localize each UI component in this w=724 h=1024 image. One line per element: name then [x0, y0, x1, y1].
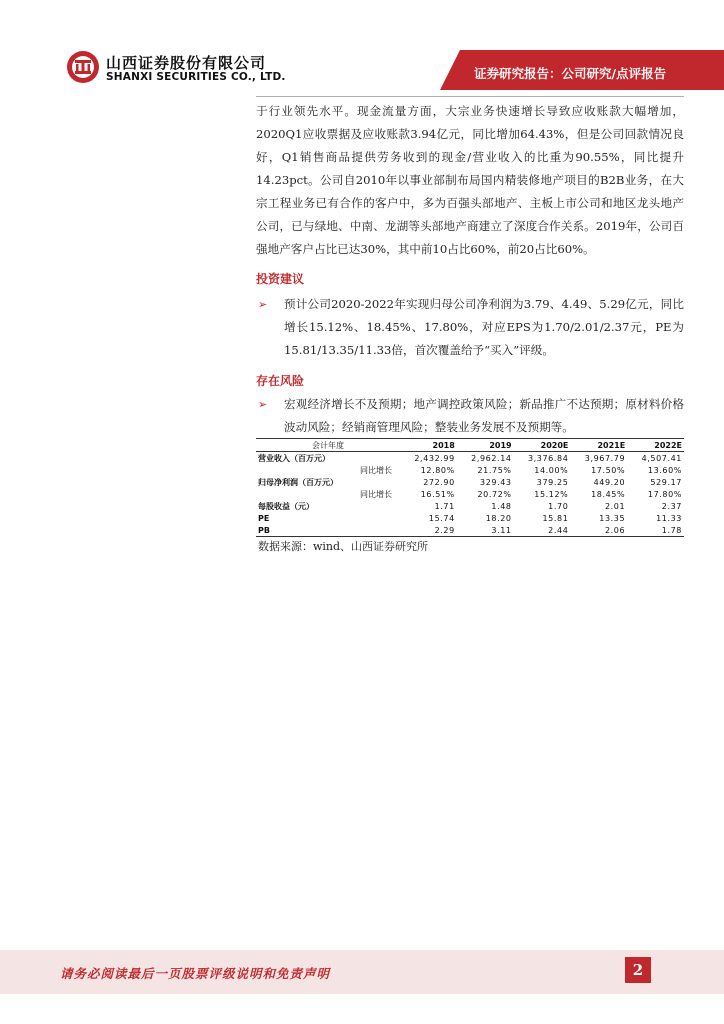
header-divider — [256, 96, 684, 97]
table-cell: 1.78 — [627, 524, 684, 537]
report-type: 证券研究报告：公司研究/点评报告 — [474, 66, 667, 81]
table-cell: 14.00% — [534, 465, 569, 475]
table-cell: 1.71 — [434, 501, 455, 511]
table-row — [256, 464, 684, 476]
row-label: PE — [258, 513, 270, 523]
risk-text: 宏观经济增长不及预期；地产调控政策风险；新品推广不达预期；原材料价格波动风险；经销商管理风险；整装业务发展不及预期等。 — [284, 397, 684, 434]
table-cell: 20.72% — [477, 489, 512, 499]
table-header-year: 2019 — [457, 439, 514, 452]
table-cell: 15.74 — [428, 513, 455, 523]
table-cell: 449.20 — [593, 477, 626, 487]
table-row — [256, 500, 684, 512]
invest-heading: 投资建议 — [256, 272, 305, 286]
table-cell: 21.75% — [477, 465, 512, 475]
table-cell: 16.51% — [420, 489, 455, 499]
table-header-year: 2018 — [400, 439, 457, 452]
table-cell: 13.60% — [647, 465, 682, 475]
company-name-cn: 山西证券股份有限公司 — [106, 54, 267, 72]
table-cell: 3,967.79 — [584, 453, 626, 463]
invest-bullet — [256, 293, 684, 362]
table-cell: 2,432.99 — [414, 453, 455, 463]
invest-text: 预计公司2020-2022年实现归母公司净利润为3.79、4.49、5.29亿元，同比增长15.12%、18.45%、17.80%，对应EPS为1.70/2.01/2.37元，PE为15.81/13.35/11.33倍，首次覆盖给予“买入”评级。 — [284, 297, 684, 357]
table-cell: 2.01 — [604, 501, 626, 511]
row-label: 每股收益（元） — [258, 501, 314, 511]
table-cell: 329.43 — [480, 477, 512, 487]
table-row — [256, 524, 684, 537]
table-cell: 11.33 — [656, 513, 682, 523]
table-cell: 379.25 — [536, 477, 569, 487]
table-cell: 4,507.41 — [641, 453, 682, 463]
table-cell: 529.17 — [650, 477, 682, 487]
company-logo-icon — [66, 50, 100, 84]
table-cell: 18.45% — [591, 489, 626, 499]
risk-heading: 存在风险 — [256, 374, 305, 388]
table-header-year: 2021E — [570, 439, 627, 452]
table-cell: 3.11 — [457, 524, 514, 537]
table-row — [256, 476, 684, 488]
main-content — [256, 100, 684, 439]
table-header-label: 会计年度 — [256, 439, 400, 452]
row-label: 营业收入（百万元） — [258, 453, 330, 463]
table-row — [256, 512, 684, 524]
table-cell: 1.70 — [548, 501, 569, 511]
table-cell: 15.12% — [534, 489, 569, 499]
page-number: 2 — [625, 957, 651, 983]
table-cell: 17.50% — [591, 465, 626, 475]
table-cell: 2.06 — [570, 524, 627, 537]
page-header — [0, 0, 724, 100]
disclaimer-text: 请务必阅读最后一页股票评级说明和免责声明 — [60, 966, 331, 981]
company-name-en: SHANXI SECURITIES CO., LTD. — [106, 71, 286, 83]
table-cell: 18.20 — [485, 513, 512, 523]
table-cell: 2.29 — [400, 524, 457, 537]
intro-paragraph: 于行业领先水平。现金流量方面，大宗业务快速增长导致应收账款大幅增加，2020Q1应收票据及应收账款3.94亿元，同比增加64.43%，但是公司回款情况良好，Q1销售商品提供劳务收到的现金/营业收入的比重为90.55%，同比提升14.23pct。公司自2010年以事业部制布局国内精装修地产项目的B2B业务，在大宗工程业务已有合作的客户中，多为百强头部地产、主板上市公司和地区龙头地产公司，已与绿地、中南、龙湖等头部地产商建立了深度合作关系。2019年，公司百强地产客户占比已达30%，其中前10占比60%，前20占比60%。 — [256, 104, 684, 256]
table-cell: 17.80% — [647, 489, 682, 499]
table-cell: 13.35 — [599, 513, 626, 523]
table-cell: 272.90 — [423, 477, 455, 487]
table-header-year: 2022E — [627, 439, 684, 452]
table-header-row — [256, 439, 684, 452]
table-cell: 15.81 — [542, 513, 569, 523]
table-cell: 3,376.84 — [527, 453, 569, 463]
table-cell: 2.37 — [661, 501, 682, 511]
row-label: 归母净利润（百万元） — [258, 477, 338, 487]
data-source-note: 数据来源：wind、山西证券研究所 — [258, 540, 429, 553]
table-cell: 2,962.14 — [471, 453, 512, 463]
arrow-bullet-icon: ➢ — [258, 398, 268, 411]
row-label: 同比增长 — [360, 489, 392, 499]
table-header-year: 2020E — [514, 439, 571, 452]
table-row — [256, 452, 684, 465]
row-label: 同比增长 — [360, 465, 392, 475]
financial-forecast-table — [256, 438, 684, 537]
risk-bullet — [256, 393, 684, 439]
arrow-bullet-icon: ➢ — [258, 298, 268, 311]
table-row — [256, 488, 684, 500]
table-cell: 1.48 — [491, 501, 512, 511]
row-label: PB — [256, 524, 400, 537]
table-cell: 12.80% — [420, 465, 455, 475]
table-cell: 2.44 — [514, 524, 571, 537]
